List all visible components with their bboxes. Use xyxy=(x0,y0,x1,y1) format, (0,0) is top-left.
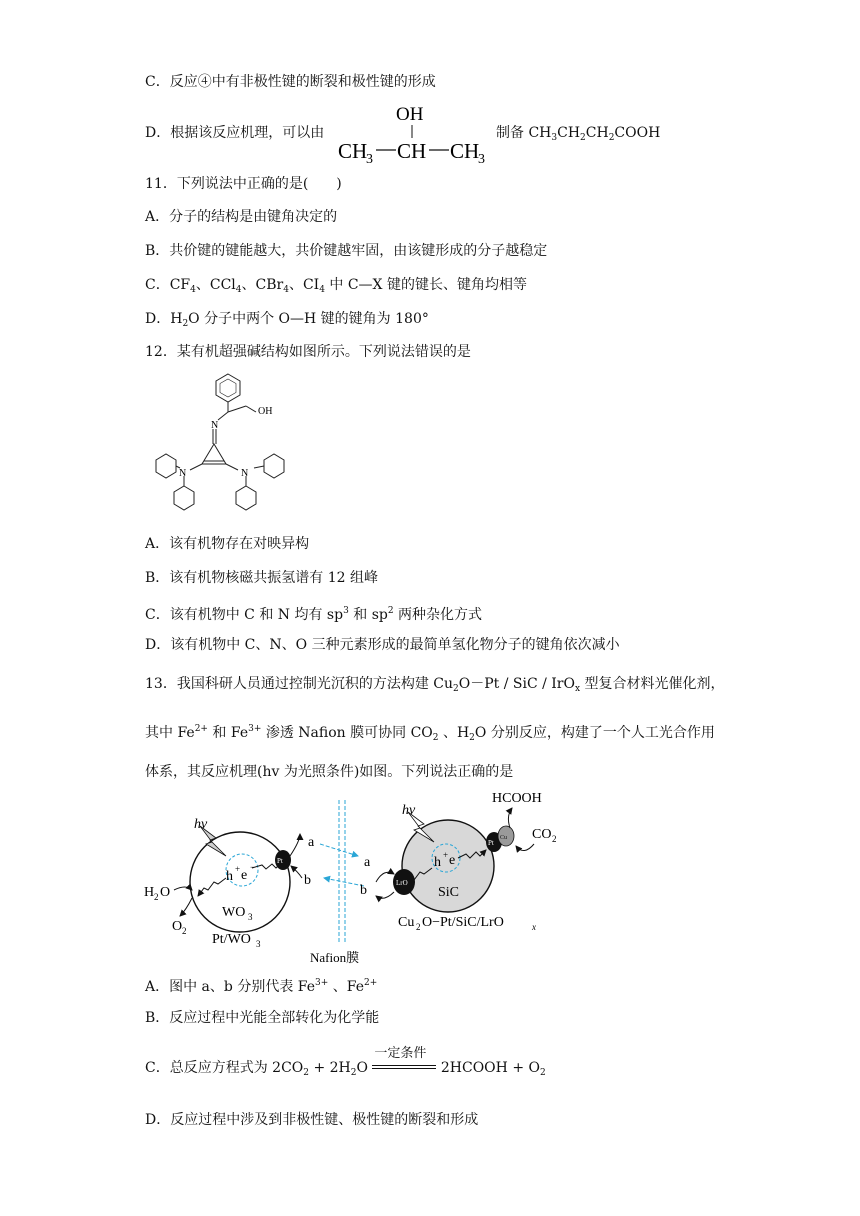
b-left: b xyxy=(304,873,311,888)
struct-oh-label: OH xyxy=(258,406,273,417)
q11-option-c: C．$CF_4$、CCl$_4$、CBr$_4$、$CI_4$ 中 C—X 键的键长、键角均相等 xyxy=(145,277,527,295)
reaction-condition-text: 一定条件 xyxy=(374,1046,427,1061)
left-hv: hv xyxy=(194,817,208,832)
a-left: a xyxy=(308,835,315,850)
struct-n-left: N xyxy=(179,468,187,479)
left-pt: Pt xyxy=(277,857,283,865)
co2-sub: 2 xyxy=(552,834,557,844)
struct-n-right: N xyxy=(241,468,249,479)
struct-sub3-right: 3 xyxy=(478,152,485,167)
q11-stem: 11．下列说法中正确的是( ) xyxy=(145,176,342,192)
q12-option-d: D．该有机物中 C、N、O 三种元素形成的最简单氢化物分子的键角依次减小 xyxy=(145,637,620,653)
right-label-x: x xyxy=(532,922,536,932)
reaction-condition-arrow xyxy=(372,1046,436,1078)
left-hplus: + xyxy=(235,864,241,874)
right-label-mid: O−Pt/SiC/LrO xyxy=(422,915,504,930)
o2-sub: 2 xyxy=(182,926,187,936)
struct-oh: OH xyxy=(396,104,424,125)
left-h: h xyxy=(226,869,233,884)
right-hv: hv xyxy=(402,803,416,818)
h2o-o: O xyxy=(160,885,171,900)
b-right: b xyxy=(360,883,367,898)
pt-wo3-sub: 3 xyxy=(256,939,261,949)
q13-stem-line1: 13．我国科研人员通过控制光沉积的方法构建 $Cu_2O-Pt$ / SiC / IrO$_x$ 型复合材料光催化剂， xyxy=(145,676,725,694)
photocatalysis-diagram xyxy=(140,786,560,966)
q12-stem: 12．某有机超强碱结构如图所示。下列说法错误的是 xyxy=(145,344,471,360)
right-hplus: + xyxy=(443,850,449,860)
right-h: h xyxy=(434,855,441,870)
q10-option-c: C．反应④中有非极性键的断裂和极性键的形成 xyxy=(145,74,436,90)
co2-label: CO xyxy=(532,827,552,842)
nafion-label: Nafion膜 xyxy=(310,950,360,965)
q12-option-c: C．该有机物中 C 和 N 均有 $sp^3$ 和 $sp^2$ 两种杂化方式 xyxy=(145,606,483,623)
q13-stem-line2: 其中 $Fe^{2+}$ 和 $Fe^{3+}$ 渗透 Nafion 膜可协同 $CO_2$ 、$H_2O$ 分别反应，构建了一个人工光合作用 xyxy=(145,724,715,743)
right-pt: Pt xyxy=(488,839,494,847)
right-cu2o: Cu xyxy=(500,835,508,841)
pt-wo3-label: Pt/WO xyxy=(212,932,251,947)
struct-ch3-left: CH xyxy=(338,139,368,163)
struct-ch3-right: CH xyxy=(450,139,480,163)
sic-label: SiC xyxy=(438,885,460,900)
wo3-label: WO xyxy=(222,905,246,920)
q13-option-b: B．反应过程中光能全部转化为化学能 xyxy=(145,1010,380,1026)
left-eminus: − xyxy=(250,862,256,872)
hcooh-label: HCOOH xyxy=(492,791,542,806)
o2-label: O xyxy=(172,919,183,934)
q13-option-c: C．总反应方程式为 $2CO_2 + 2H_2O$ 一定条件 2HCOOH + $O_2$ xyxy=(145,1046,546,1078)
h2o-label: H xyxy=(144,885,155,900)
q11-option-b: B．共价键的键能越大，共价键越牢固，由该键形成的分子越稳定 xyxy=(145,243,548,259)
q13-stem-line3: 体系，其反应机理(hv 为光照条件)如图。下列说法正确的是 xyxy=(145,764,514,780)
right-label-sub2: 2 xyxy=(416,922,421,932)
struct-ch: CH xyxy=(397,139,427,163)
q10-option-d-prefix: D．根据该反应机理，可以由 xyxy=(145,125,325,141)
q12-option-a: A．该有机物存在对映异构 xyxy=(145,536,310,552)
right-e: e xyxy=(449,853,456,868)
right-label-cu: Cu xyxy=(398,915,415,930)
superbase-structure xyxy=(140,364,300,524)
left-e: e xyxy=(241,868,248,883)
struct-sub3-left: 3 xyxy=(366,152,373,167)
q10-option-d xyxy=(145,123,324,143)
q11-option-d: D．$H_2O$ 分子中两个 O—H 键的键角为 180° xyxy=(145,311,429,329)
right-lrox: LrO xyxy=(396,879,408,887)
q10-option-d-tail: 制备 $CH_3CH_2CH_2COOH$ xyxy=(496,125,661,143)
q13-option-d: D．反应过程中涉及到非极性键、极性键的断裂和形成 xyxy=(145,1112,479,1128)
h2o-sub: 2 xyxy=(154,892,159,902)
q11-option-a: A．分子的结构是由键角决定的 xyxy=(145,209,338,225)
a-right: a xyxy=(364,855,371,870)
wo3-sub: 3 xyxy=(248,912,253,922)
struct-n-imine: N xyxy=(211,420,219,431)
q13-option-a: A．图中 a、b 分别代表 $Fe^{3+}$ 、$Fe^{2+}$ xyxy=(145,978,378,995)
isopropanol-structure xyxy=(338,98,498,168)
q12-option-b: B．该有机物核磁共振氢谱有 12 组峰 xyxy=(145,570,379,586)
